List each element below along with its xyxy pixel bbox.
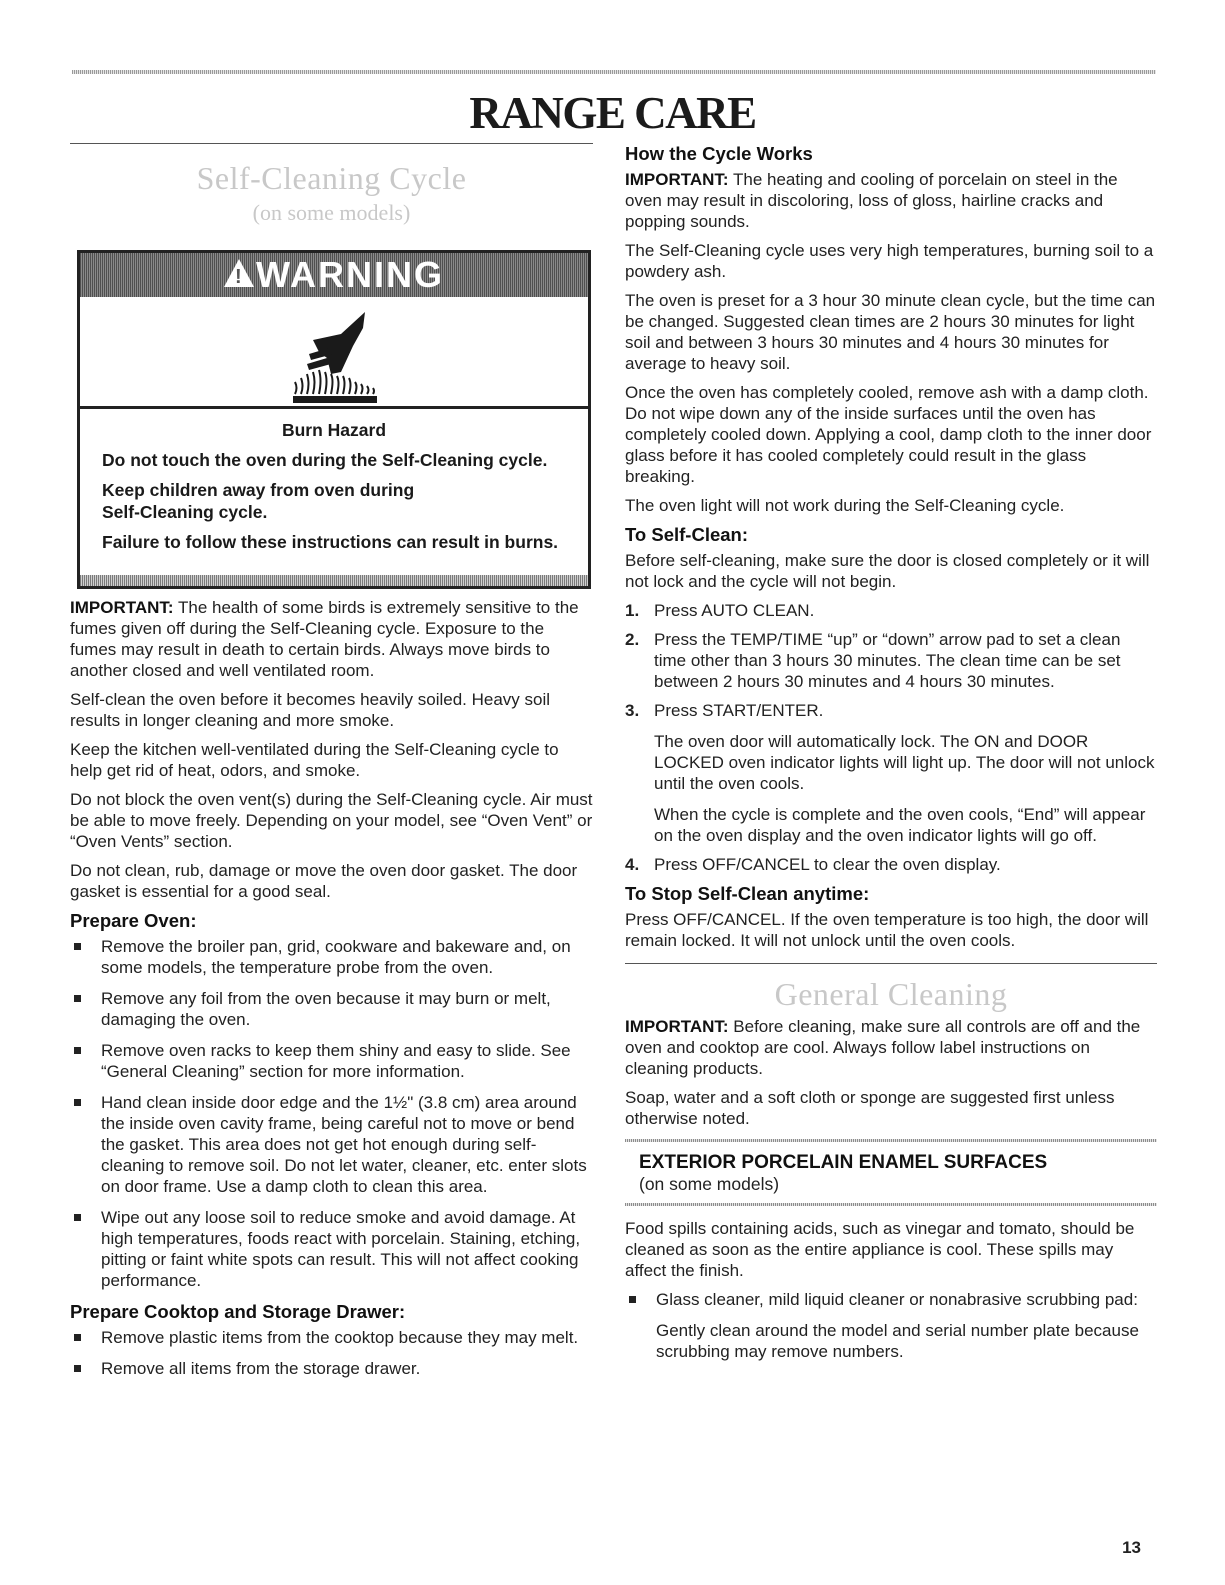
list-item-text: Wipe out any loose soil to reduce smoke and avoid damage. At high temperatures, foods react with porcelain. Staining, etching, pitting or faint white spots can result. This will not affect cooking performance. bbox=[101, 1208, 581, 1290]
step-note: The oven door will automatically lock. The ON and DOOR LOCKED oven indicator lights will light up. The door will not unlock until the oven cools. bbox=[654, 732, 1155, 793]
warning-footer bbox=[80, 575, 588, 586]
alert-triangle-icon bbox=[224, 259, 254, 287]
square-bullet-icon bbox=[74, 1047, 81, 1054]
important-text: The health of some birds is extremely sensitive to the fumes given off during the Self-Cleaning cycle. Exposure to the fumes may result in death to certain birds. Always move birds to another closed and well ventilated room. bbox=[70, 598, 579, 680]
paragraph: Soap, water and a soft cloth or sponge are suggested first unless otherwise noted. bbox=[625, 1088, 1115, 1128]
list-item bbox=[70, 1327, 593, 1348]
warning-line: Do not touch the oven during the Self-Cleaning cycle. bbox=[102, 450, 548, 470]
dotted-rule bbox=[625, 1203, 1157, 1206]
square-bullet-icon bbox=[74, 1365, 81, 1372]
warning-text bbox=[80, 409, 588, 575]
exterior-subhead bbox=[625, 1142, 1157, 1203]
list-item bbox=[70, 1207, 593, 1291]
step-item bbox=[625, 600, 1157, 621]
step-number: 1. bbox=[625, 601, 640, 620]
step-item bbox=[625, 629, 1157, 692]
list-item-text: Remove all items from the storage drawer. bbox=[101, 1359, 421, 1378]
square-bullet-icon bbox=[74, 995, 81, 1002]
important-text: Before cleaning, make sure all controls are off and the oven and cooktop are cool. Always follow label instructions on cleaning products. bbox=[625, 1017, 1141, 1078]
important-paragraph bbox=[625, 169, 1157, 232]
list-item bbox=[70, 1092, 593, 1197]
paragraph: The oven is preset for a 3 hour 30 minute clean cycle, but the time can be changed. Suggested clean times are 2 hours 30 minutes for light soil and between 3 hours 30 minutes and 4 hours 30 minutes for average to heavy soil. bbox=[625, 291, 1156, 373]
list-item-text: Remove oven racks to keep them shiny and easy to slide. See “General Cleaning” section for more information. bbox=[101, 1041, 571, 1081]
self-clean-steps bbox=[625, 600, 1157, 875]
section-title: Self-Cleaning Cycle bbox=[196, 160, 467, 196]
step-text: Press AUTO CLEAN. bbox=[654, 601, 815, 620]
important-paragraph bbox=[625, 1016, 1157, 1079]
to-self-clean-heading: To Self-Clean: bbox=[625, 524, 748, 545]
paragraph: Do not block the oven vent(s) during the Self-Cleaning cycle. Air must be able to move freely. Depending on your model, see “Oven Vent” or “Oven Vents” section. bbox=[70, 790, 593, 851]
step-text: Press the TEMP/TIME “up” or “down” arrow pad to set a clean time other than 3 hours 30 minutes. The clean time can be set between 2 hours 30 minutes and 4 hours 30 minutes. bbox=[654, 630, 1121, 691]
important-paragraph bbox=[70, 597, 593, 681]
paragraph: Keep the kitchen well-ventilated during the Self-Cleaning cycle to help get rid of heat, odors, and smoke. bbox=[70, 740, 559, 780]
step-item bbox=[625, 854, 1157, 875]
list-item bbox=[70, 936, 593, 978]
prepare-oven-list bbox=[70, 936, 593, 1291]
square-bullet-icon bbox=[74, 1334, 81, 1341]
page-number: 13 bbox=[1122, 1538, 1141, 1557]
list-item-text: Hand clean inside door edge and the 1½" (3.8 cm) area around the inside oven cavity frame, being careful not to move or bend the gasket. This area does not get hot enough during self-cleaning to remove soil. Do not let water, cleaner, etc. enter slots on door frame. Use a damp cloth to clean this area. bbox=[101, 1093, 587, 1196]
top-rule bbox=[72, 70, 1156, 74]
step-number: 2. bbox=[625, 630, 640, 649]
important-text: The heating and cooling of porcelain on steel in the oven may result in discoloring, loss of gloss, hairline cracks and popping sounds. bbox=[625, 170, 1118, 231]
right-column bbox=[625, 143, 1157, 1372]
square-bullet-icon bbox=[74, 1099, 81, 1106]
paragraph: Do not clean, rub, damage or move the oven door gasket. The door gasket is essential for a good seal. bbox=[70, 861, 578, 901]
hot-surface-hand-icon bbox=[279, 310, 389, 406]
general-cleaning-body bbox=[625, 1016, 1157, 1129]
warning-label: WARNING bbox=[256, 254, 444, 295]
warning-box bbox=[77, 250, 591, 589]
exterior-heading: EXTERIOR PORCELAIN ENAMEL SURFACES bbox=[639, 1152, 1048, 1173]
list-item-text: Glass cleaner, mild liquid cleaner or nonabrasive scrubbing pad: bbox=[656, 1290, 1138, 1309]
list-item bbox=[625, 1289, 1157, 1362]
important-label: IMPORTANT: bbox=[625, 170, 729, 189]
section-title: General Cleaning bbox=[774, 976, 1008, 1012]
warning-header bbox=[80, 253, 588, 297]
left-column bbox=[70, 143, 593, 1389]
list-item-text: Remove the broiler pan, grid, cookware and bakeware and, on some models, the temperature probe from the oven. bbox=[101, 937, 571, 977]
square-bullet-icon bbox=[74, 943, 81, 950]
step-text: Press START/ENTER. bbox=[654, 701, 824, 720]
to-stop-heading: To Stop Self-Clean anytime: bbox=[625, 883, 870, 904]
square-bullet-icon bbox=[74, 1214, 81, 1221]
paragraph: The oven light will not work during the Self-Cleaning cycle. bbox=[625, 496, 1065, 515]
exterior-body bbox=[625, 1218, 1157, 1362]
step-item bbox=[625, 700, 1157, 846]
self-clean-continued bbox=[625, 143, 1157, 951]
list-item bbox=[70, 988, 593, 1030]
warning-line: Failure to follow these instructions can result in burns. bbox=[102, 532, 559, 552]
paragraph: Press OFF/CANCEL. If the oven temperature is too high, the door will remain locked. It will not unlock until the oven cools. bbox=[625, 910, 1149, 950]
list-item bbox=[70, 1040, 593, 1082]
list-item-note: Gently clean around the model and serial number plate because scrubbing may remove numbers. bbox=[656, 1321, 1139, 1361]
list-item-text: Remove any foil from the oven because it may burn or melt, damaging the oven. bbox=[101, 989, 551, 1029]
paragraph: The Self-Cleaning cycle uses very high temperatures, burning soil to a powdery ash. bbox=[625, 241, 1154, 281]
list-item-text: Remove plastic items from the cooktop because they may melt. bbox=[101, 1328, 579, 1347]
exterior-list bbox=[625, 1289, 1157, 1362]
warning-image bbox=[80, 297, 588, 409]
square-bullet-icon bbox=[629, 1296, 636, 1303]
section-subtitle: (on some models) bbox=[252, 200, 411, 225]
paragraph: Once the oven has completely cooled, remove ash with a damp cloth. Do not wipe down any of the inside surfaces until the oven has completely cooled down. Applying a cool, damp cloth to the inner door glass before it has cooled completely could result in the glass breaking. bbox=[625, 383, 1152, 486]
prepare-cooktop-heading: Prepare Cooktop and Storage Drawer: bbox=[70, 1301, 406, 1322]
how-works-heading: How the Cycle Works bbox=[625, 143, 813, 164]
self-clean-body bbox=[70, 597, 593, 1379]
warning-hazard: Burn Hazard bbox=[281, 420, 387, 440]
warning-line: Keep children away from oven during Self-Cleaning cycle. bbox=[102, 480, 415, 522]
list-item bbox=[70, 1358, 593, 1379]
section-rule bbox=[70, 143, 593, 144]
important-label: IMPORTANT: bbox=[70, 598, 174, 617]
important-label: IMPORTANT: bbox=[625, 1017, 729, 1036]
paragraph: Food spills containing acids, such as vinegar and tomato, should be cleaned as soon as the entire appliance is cool. These spills may affect the finish. bbox=[625, 1219, 1135, 1280]
step-number: 4. bbox=[625, 855, 640, 874]
step-note: When the cycle is complete and the oven cools, “End” will appear on the oven display and the oven indicator lights will go off. bbox=[654, 805, 1146, 845]
exterior-subheading: (on some models) bbox=[639, 1174, 780, 1194]
section-rule bbox=[625, 963, 1157, 964]
step-number: 3. bbox=[625, 701, 640, 720]
paragraph: Self-clean the oven before it becomes heavily soiled. Heavy soil results in longer cleaning and more smoke. bbox=[70, 690, 551, 730]
step-text: Press OFF/CANCEL to clear the oven display. bbox=[654, 855, 1001, 874]
prepare-cooktop-list bbox=[70, 1327, 593, 1379]
page-title: RANGE CARE bbox=[469, 88, 756, 138]
paragraph: Before self-cleaning, make sure the door is closed completely or it will not lock and the cycle will not begin. bbox=[625, 551, 1150, 591]
prepare-oven-heading: Prepare Oven: bbox=[70, 910, 197, 931]
